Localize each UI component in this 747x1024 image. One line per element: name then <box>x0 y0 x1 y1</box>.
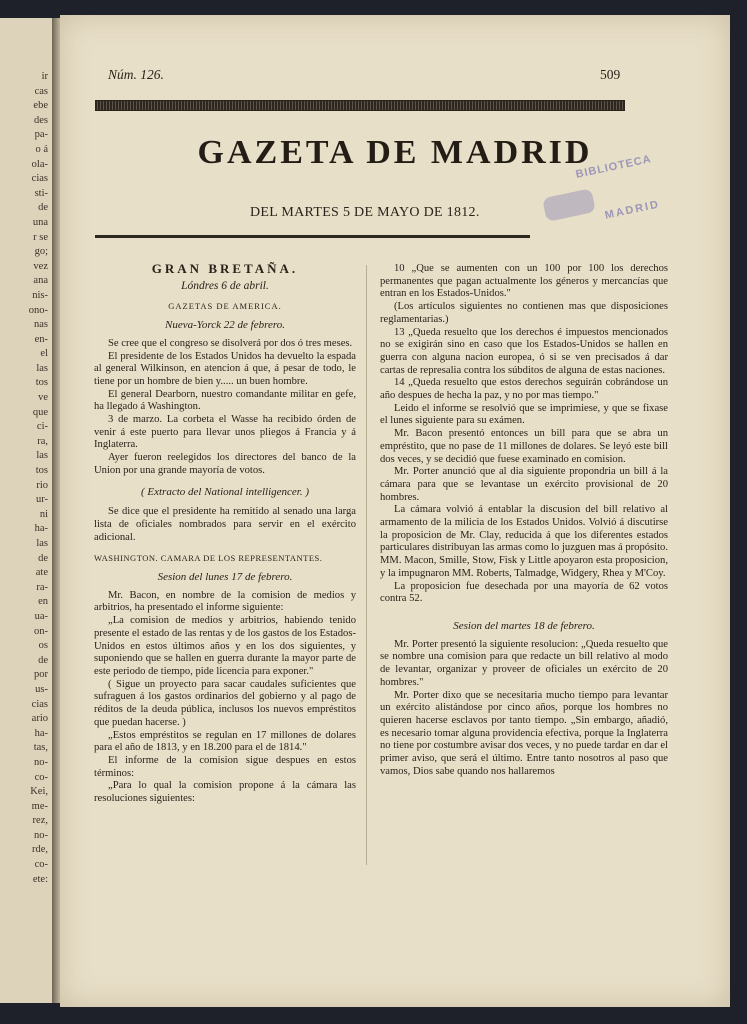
paragraph: Se cree que el congreso se disolverá por dos ó tres meses. <box>108 337 353 349</box>
paragraph: La cámara volvió á entablar la discusion del bill relativo al armamento de la milicia de los Estados Unidos. Volvió á discutirse la proposicion de Mr. Clay, reducida á que los diferentes estados particulares distribuyan las armas como lo juzguen mas á propósito. MM. Macon, Smille, Stow, Fisk y Little apoyaron esta proposicion, y la impugnaron MM. Roberts, Talmadge, Widgery, Rhea y M'Coy. <box>380 504 668 579</box>
left-page-fragment: ni <box>39 508 48 520</box>
right-column <box>380 263 668 778</box>
left-page-fragment: rez, <box>32 815 48 827</box>
left-page-fragment: en <box>38 596 48 608</box>
left-page-fragment: tas, <box>33 742 48 754</box>
left-page-fragment: que <box>32 406 48 418</box>
paragraph: Mr. Porter presentó la siguiente resolucion: „Queda resuelto que se nombre una comision para que redacte un bill relativo al modo de levantar, organizar y proveer de oficiales un exército de 20 hombres." <box>380 638 668 688</box>
left-page-fragment: por <box>34 669 48 681</box>
left-page-fragment: us- <box>35 683 48 695</box>
extract-heading: ( Extracto del National intelligencer. ) <box>140 485 310 498</box>
left-page-fragment: ario <box>31 713 48 725</box>
page-number: 509 <box>600 67 621 82</box>
left-column <box>94 263 356 806</box>
left-page-fragment: ur- <box>35 494 48 506</box>
left-page-fragment: ana <box>33 275 48 287</box>
left-page-fragment: en- <box>34 333 48 345</box>
left-page-fragment: las <box>36 538 48 549</box>
left-page-fragment: ono- <box>28 304 48 316</box>
masthead-title: GAZETA DE MADRID <box>197 134 593 171</box>
section-heading-gazetas: GAZETAS DE AMERICA. <box>168 301 282 312</box>
paragraph: El general Dearborn, nuestro comandante militar en gefe, ha llegado á Washington. <box>94 388 356 413</box>
left-page-fragment: tos <box>35 377 48 389</box>
date-rule <box>95 235 530 238</box>
left-page-fragment: no- <box>34 829 48 841</box>
left-page-fragment: ha- <box>34 727 48 739</box>
paragraph: Ayer fueron reelegidos los directores del banco de la Union por una grande mayoría de votos. <box>94 452 356 476</box>
left-page-fragment: de <box>38 552 48 564</box>
left-page-fragment: o á <box>35 143 48 155</box>
country-heading: GRAN BRETAÑA. <box>151 261 299 276</box>
left-page-edge <box>0 18 53 1003</box>
left-page-fragment: ate <box>35 567 48 579</box>
left-page-fragment: ha- <box>34 523 48 535</box>
paragraph: „Para lo qual la comision propone á la cámara las resoluciones siguientes: <box>94 780 356 805</box>
newspaper-page <box>60 15 730 1007</box>
left-page-fragment: ebe <box>33 100 48 112</box>
left-page-fragment: Kei, <box>30 786 48 798</box>
paragraph: 3 de marzo. La corbeta el Wasse ha recibido órden de venir á este puerto para llevar unos pliegos á Francia y á Inglaterra. <box>94 414 356 451</box>
section-heading-washington: WASHINGTON. CAMARA DE LOS REPRESENTANTES. <box>94 553 323 564</box>
stamp-ink-blot <box>542 188 596 222</box>
paragraph: El presidente de los Estados Unidos ha devuelto la espada al general Wilkinson, en atencion á que, á pesar de todo, le tiene por un hombre de bien y..... un buen hombre. <box>94 350 356 387</box>
left-page-fragment: nas <box>34 319 48 331</box>
stamp-line-2: MADRID <box>603 198 662 222</box>
left-page-fragment: go; <box>34 246 48 258</box>
paragraph: Leido el informe se resolvió que se imprimiese, y que se fixase el lunes siguiente para su exámen. <box>380 402 668 427</box>
left-page-fragment: me- <box>31 800 48 812</box>
book-gutter <box>52 18 60 1003</box>
left-page-fragment: ve <box>38 392 48 404</box>
left-page-fragment: no- <box>34 756 48 768</box>
left-page-fragment: de <box>38 202 48 214</box>
paragraph: Mr. Bacon presentó entonces un bill para que se abra un empréstito, que no pase de 11 millones de dolares. Se leyó este bill dos veces, y se decidió que fuese examinado en comision. <box>380 428 668 465</box>
column-divider <box>366 265 367 865</box>
left-page-fragment: des <box>34 114 48 126</box>
left-page-fragment: de <box>38 654 48 666</box>
left-page-fragment: cas <box>34 85 48 97</box>
left-page-fragment: on- <box>34 625 48 637</box>
left-page-fragment: el <box>40 348 48 360</box>
left-page-fragment: ola- <box>31 158 48 170</box>
stamp-line-1: BIBLIOTECA <box>574 153 653 181</box>
paragraph: La proposicion fue desechada por una mayoría de 62 votos contra 52. <box>380 580 668 605</box>
issue-date: DEL MARTES 5 DE MAYO DE 1812. <box>250 205 480 220</box>
paragraph: ( Sigue un proyecto para sacar caudales suficientes que sufraguen á los gastos ordinarios del gobierno y al pago de réditos de la deuda pública, inclusos los nuevos empréstitos que puedan hacerse. ) <box>94 678 356 728</box>
left-page-fragment: os <box>38 640 48 652</box>
left-page-fragment: rio <box>36 479 48 491</box>
paragraph: 14 „Queda resuelto que estos derechos seguirán cobrándose un año despues de hecha la paz, y no por mas tiempo." <box>380 377 668 402</box>
paragraph: Mr. Porter dixo que se necesitaria mucho tiempo para levantar un exército alistándose por cinco años, porque los hombres no quieren hacerse esclavos por tanto tiempo. „Sin embargo, añadió, es necesario tomar alguna providencia efectiva, porque la Inglaterra no tiene por costumbre avisar dos veces, y no puede tardar en dar el primer aviso, que será el último. Entre tanto nosotros al paso que vamos, Dios sabe quando nos hallaremos <box>380 689 668 777</box>
issue-number: Núm. 126. <box>108 67 164 82</box>
left-page-fragment: co- <box>34 859 48 871</box>
paragraph: 13 „Queda resuelto que los derechos é impuestos mencionados no se exigirán sino en caso que los Estados-Unidos se hallen en guerra con alguna nacion europea, ó si se ven precisados á dar cartas de represalia contra los súbditos de alguna de estas naciones. <box>380 326 668 376</box>
paragraph: (Los artículos siguientes no contienen mas que disposiciones reglamentarias.) <box>380 301 668 325</box>
left-page-fragment: cias <box>31 173 48 185</box>
left-page-fragment: ci- <box>36 421 48 433</box>
left-page-fragment: una <box>32 216 48 228</box>
left-page-fragment: ir <box>41 71 48 82</box>
left-page-fragment: r se <box>33 231 48 243</box>
left-page-fragment: ua- <box>34 610 48 622</box>
paragraph: Mr. Bacon, en nombre de la comision de medios y arbitrios, ha presentado el informe siguiente: <box>94 589 356 614</box>
subheading-session-tuesday: Sesion del martes 18 de febrero. <box>453 619 595 632</box>
left-page-fragment: las <box>36 450 48 462</box>
paragraph: „Estos empréstitos se regulan en 17 millones de dolares para el año de 1813, y en 18.200 para el de 1814." <box>94 729 356 754</box>
left-page-fragment: co- <box>34 771 48 783</box>
left-page-fragment: sti- <box>34 187 48 199</box>
paragraph: 10 „Que se aumenten con un 100 por 100 los derechos permanentes que pagan actualmente los géneros y mercancías que entran en los Estados-Unidos." <box>380 263 668 300</box>
left-page-fragment: vez <box>33 260 48 272</box>
left-page-fragment: cias <box>31 698 48 710</box>
left-page-fragment: las <box>36 362 48 374</box>
left-page-fragment: ra, <box>37 435 48 447</box>
left-page-fragment: pa- <box>34 129 48 141</box>
top-ornament-bar <box>95 100 625 111</box>
paragraph: Mr. Porter anunció que al dia siguiente propondria un bill á la cámara para que se levantase un exército provisional de 20 hombres. <box>380 466 668 503</box>
left-page-text-fragments <box>0 18 52 887</box>
dateline-london: Lóndres 6 de abril. <box>181 279 269 292</box>
subheading-session-monday: Sesion del lunes 17 de febrero. <box>157 571 293 584</box>
left-page-fragment: nis- <box>32 289 48 301</box>
left-page-fragment: rde, <box>31 844 48 856</box>
left-page-fragment: ra- <box>36 581 48 593</box>
paragraph: „La comision de medios y arbitrios, habiendo tenido presente el estado de las rentas y de los gastos de los Estados-Unidos en estos últimos años y en los dos siguientes, y suponiendo que se hallen en guerra durante la mayor parte de este periodo de tiempo, pide licencia para exponer." <box>94 615 356 677</box>
left-page-fragment: tos <box>35 465 48 477</box>
paragraph: Se dice que el presidente ha remitido al senado una larga lista de oficiales nombrados para servir en el exército adicional. <box>94 506 356 543</box>
subheading-new-york: Nueva-Yorck 22 de febrero. <box>165 319 285 332</box>
paragraph: El informe de la comision sigue despues en estos términos: <box>94 754 356 779</box>
left-page-fragment: ete: <box>32 873 48 885</box>
